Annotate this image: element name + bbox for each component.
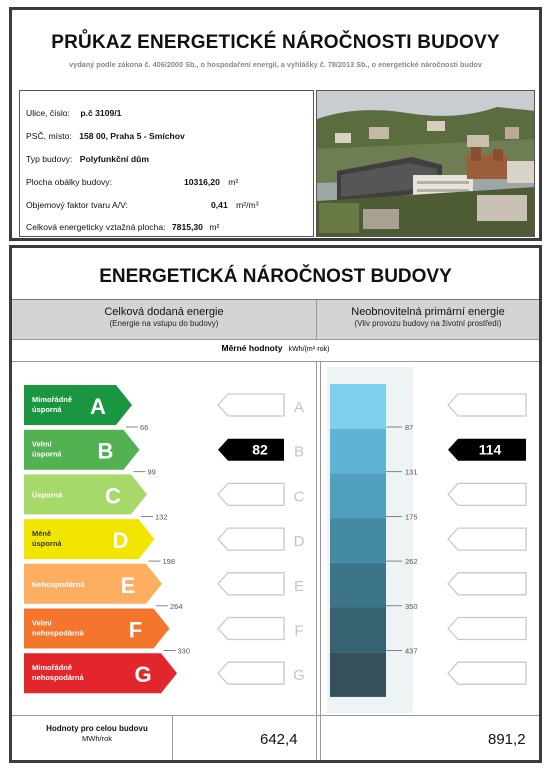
shape-value-wrap: [211, 200, 259, 210]
marker-letter-left-g: G: [293, 667, 305, 685]
class-name-d-line1: Méně: [32, 529, 52, 539]
active-marker-left: [218, 439, 284, 461]
envelope-label: Plocha obálky budovy:: [26, 177, 112, 187]
right-subheading: (Vliv provozu budovy na životní prostředí): [354, 319, 502, 328]
class-letter-f: F: [128, 617, 143, 643]
class-name-c: Úsporná: [32, 490, 63, 500]
class-name-b-line1: Velmi: [32, 439, 52, 449]
area-unit: m²: [209, 222, 220, 232]
empty-marker-right-c: [448, 483, 526, 505]
envelope-value-wrap: [184, 177, 238, 187]
empty-marker-right-a: [448, 394, 526, 416]
area-label: Celková energeticky vztažná plocha:: [26, 222, 166, 232]
footer-divider-3: [320, 715, 321, 760]
street-label: Ulice, číslo:: [26, 108, 70, 118]
footer-right-value: 891,2: [488, 731, 526, 748]
header-column-divider: [316, 300, 317, 340]
left-heading: Celková dodaná energie: [104, 306, 224, 318]
zip-row: [26, 131, 185, 141]
rating-scale-graphic: [12, 361, 539, 715]
primary-energy-bar-d: [330, 518, 386, 563]
shape-label: Objemový faktor tvaru A/V:: [26, 200, 128, 210]
empty-marker-left-a: [218, 394, 284, 416]
specific-values-row: [12, 343, 539, 361]
footer-label: [22, 724, 172, 743]
building-photo: [316, 90, 535, 237]
footer-divider-2: [316, 715, 317, 760]
street-row: [26, 108, 121, 118]
threshold-left-0: 66: [140, 423, 149, 432]
active-value-right: 114: [478, 441, 502, 458]
class-name-b-line2: úsporná: [32, 449, 62, 459]
threshold-right-0: 87: [405, 423, 414, 432]
marker-letter-left-f: F: [294, 622, 304, 640]
threshold-left-1: 99: [147, 467, 156, 477]
class-name-f-line2: nehospodárná: [32, 628, 84, 638]
envelope-row: [26, 177, 112, 187]
area-row: [26, 222, 219, 232]
zip-label: PSČ, místo:: [26, 131, 72, 141]
primary-energy-bar-c: [330, 473, 386, 518]
primary-energy-bar-a: [330, 384, 386, 429]
building-info-box: [19, 90, 314, 237]
footer-unit: MWh/rok: [82, 734, 112, 743]
footer-label-text: Hodnoty pro celou budovu: [46, 724, 148, 733]
marker-letter-left-a: A: [293, 399, 305, 416]
class-letter-b: B: [97, 438, 114, 464]
footer-top-line: [12, 715, 539, 716]
marker-letter-left-e: E: [293, 577, 305, 595]
class-name-g-line1: Mimořádně: [32, 663, 73, 673]
footer-divider-1: [172, 715, 173, 760]
class-name-e: Nehospodárná: [32, 579, 85, 589]
specific-unit: kWh/(m²·rok): [288, 346, 330, 353]
marker-letter-left-c: C: [293, 488, 305, 506]
right-heading: Neobnovitelná primární energie: [351, 306, 505, 318]
footer-left-value: 642,4: [260, 731, 298, 748]
left-subheading: (Energie na vstupu do budovy): [109, 319, 219, 328]
empty-marker-right-g: [448, 662, 526, 684]
marker-letter-left-d: D: [293, 533, 305, 551]
class-letter-d: D: [112, 528, 129, 554]
threshold-right-2: 175: [405, 512, 418, 522]
class-name-d-line2: úsporná: [32, 539, 62, 549]
primary-energy-bar-b: [330, 429, 386, 474]
class-letter-a: A: [90, 394, 106, 419]
class-letter-c: C: [105, 483, 121, 509]
empty-marker-right-d: [448, 528, 526, 550]
threshold-right-4: 350: [405, 601, 418, 611]
empty-marker-left-f: [218, 618, 284, 640]
threshold-right-1: 131: [405, 467, 418, 477]
threshold-left-5: 330: [177, 646, 191, 656]
certificate-subtitle: vydaný podle zákona č. 406/2000 Sb., o hospodaření energií, a vyhlášky č. 78/2013 Sb., o energetické náročnosti budov: [69, 60, 482, 69]
certificate-title: PRŮKAZ ENERGETICKÉ NÁROČNOSTI BUDOVY: [51, 32, 500, 53]
primary-energy-bar-g: [330, 652, 386, 697]
type-label: Typ budovy:: [26, 154, 73, 164]
empty-marker-left-d: [218, 528, 284, 550]
primary-energy-bar-e: [330, 563, 386, 608]
threshold-right-3: 262: [405, 557, 418, 567]
type-row: [26, 154, 149, 164]
rating-title: ENERGETICKÁ NÁROČNOST BUDOVY: [99, 266, 452, 287]
shape-unit: m²/m³: [236, 200, 259, 210]
right-column-header: [317, 300, 539, 340]
left-column-header: [12, 300, 316, 340]
empty-marker-right-f: [448, 618, 526, 640]
zip-value: 158 00, Praha 5 - Smíchov: [79, 131, 185, 141]
type-value: Polyfunkční dům: [79, 154, 149, 164]
area-value: 7815,30: [171, 222, 203, 232]
empty-marker-left-e: [218, 573, 284, 595]
marker-letter-left-b: B: [293, 443, 305, 461]
class-name-g-line2: nehospodárná: [32, 673, 84, 683]
building-photo-image: [317, 91, 535, 237]
primary-energy-bar-f: [330, 608, 386, 653]
class-name-a-line1: Mimořádně: [32, 395, 73, 404]
threshold-left-2: 132: [155, 512, 168, 522]
threshold-left-4: 264: [170, 601, 183, 611]
envelope-unit: m²: [228, 177, 239, 187]
empty-marker-right-e: [448, 573, 526, 595]
specific-label: Měrné hodnoty: [221, 343, 283, 353]
rating-panel: [9, 245, 542, 763]
shape-value: 0,41: [211, 200, 228, 210]
street-value: p.č 3109/1: [80, 108, 122, 118]
empty-marker-left-g: [218, 662, 284, 684]
class-letter-g: G: [134, 662, 152, 688]
certificate-header-panel: [9, 7, 542, 241]
class-name-f-line1: Velmi: [32, 618, 52, 628]
shape-row: [26, 200, 128, 210]
threshold-right-5: 437: [405, 646, 418, 656]
class-letter-e: E: [120, 572, 136, 598]
threshold-left-3: 198: [162, 557, 176, 567]
empty-marker-left-c: [218, 483, 284, 505]
active-value-left: 82: [252, 441, 268, 458]
envelope-value: 10316,20: [184, 177, 220, 187]
class-name-a-line2: úsporná: [32, 405, 62, 414]
